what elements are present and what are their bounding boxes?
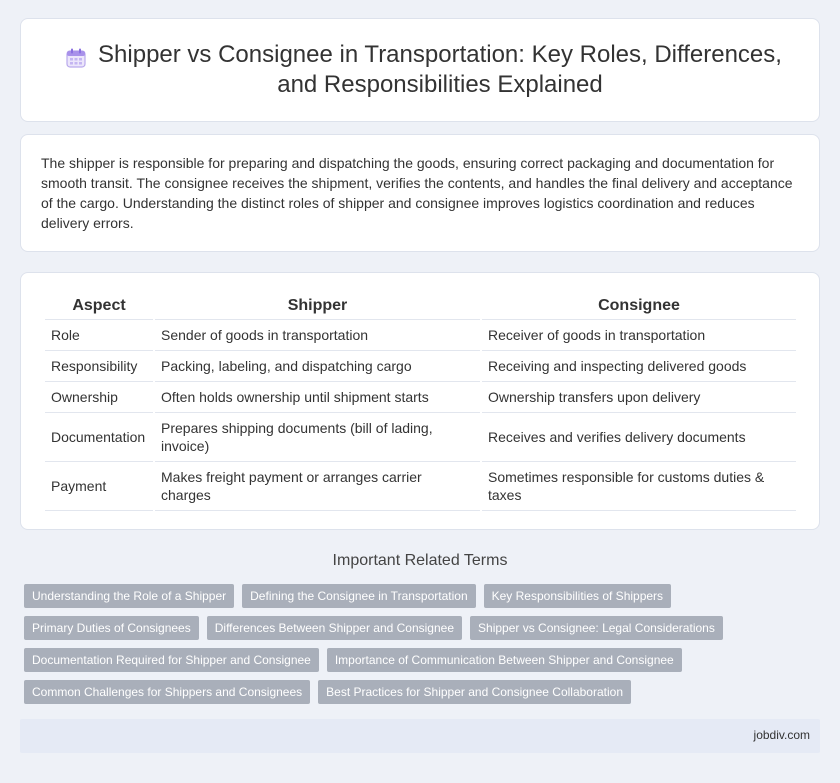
comparison-table xyxy=(43,293,798,511)
related-term-tag[interactable]: Defining the Consignee in Transportation xyxy=(242,584,475,608)
table-cell-aspect: Responsibility xyxy=(45,350,153,381)
title-wrap xyxy=(21,19,819,121)
table-row xyxy=(45,381,796,412)
tag-row xyxy=(24,680,824,704)
table-row xyxy=(45,412,796,461)
table-cell-consignee: Receives and verifies delivery documents xyxy=(482,412,796,461)
table-cell-shipper: Often holds ownership until shipment starts xyxy=(155,381,480,412)
table-cell-consignee: Sometimes responsible for customs duties & taxes xyxy=(482,461,796,511)
related-term-tag[interactable]: Differences Between Shipper and Consignee xyxy=(207,616,462,640)
tag-row xyxy=(24,584,824,608)
footer-bar xyxy=(20,719,820,753)
tag-row xyxy=(24,616,824,640)
related-term-tag[interactable]: Best Practices for Shipper and Consignee Collaboration xyxy=(318,680,631,704)
table-row xyxy=(45,319,796,350)
related-terms-list xyxy=(24,584,824,712)
table-cell-aspect: Ownership xyxy=(45,381,153,412)
table-cell-consignee: Receiving and inspecting delivered goods xyxy=(482,350,796,381)
table-cell-consignee: Ownership transfers upon delivery xyxy=(482,381,796,412)
table-row xyxy=(45,461,796,511)
related-term-tag[interactable]: Common Challenges for Shippers and Consignees xyxy=(24,680,310,704)
related-term-tag[interactable]: Understanding the Role of a Shipper xyxy=(24,584,234,608)
related-term-tag[interactable]: Key Responsibilities of Shippers xyxy=(484,584,671,608)
related-terms-title: Important Related Terms xyxy=(332,552,508,569)
intro-card xyxy=(20,134,820,252)
tag-row xyxy=(24,648,824,672)
column-header-aspect: Aspect xyxy=(72,297,126,314)
related-term-tag[interactable]: Shipper vs Consignee: Legal Considerations xyxy=(470,616,723,640)
table-header-row xyxy=(45,293,796,319)
header-card xyxy=(20,18,820,122)
table-cell-shipper: Packing, labeling, and dispatching cargo xyxy=(155,350,480,381)
table-cell-aspect: Role xyxy=(45,319,153,350)
footer-site-link[interactable]: jobdiv.com xyxy=(753,728,810,742)
column-header-consignee: Consignee xyxy=(598,297,680,314)
column-header-shipper: Shipper xyxy=(287,297,348,314)
related-term-tag[interactable]: Documentation Required for Shipper and Consignee xyxy=(24,648,319,672)
table-cell-aspect: Payment xyxy=(45,461,153,511)
related-term-tag[interactable]: Primary Duties of Consignees xyxy=(24,616,199,640)
table-cell-aspect: Documentation xyxy=(45,412,153,461)
page-title: Shipper vs Consignee in Transportation: Key Roles, Differences, and Responsibilities Explained xyxy=(98,41,782,98)
related-term-tag[interactable]: Importance of Communication Between Shipper and Consignee xyxy=(327,648,682,672)
comparison-table-card xyxy=(20,272,820,530)
table-cell-shipper: Prepares shipping documents (bill of lading, invoice) xyxy=(155,412,480,461)
table-row xyxy=(45,350,796,381)
table-cell-consignee: Receiver of goods in transportation xyxy=(482,319,796,350)
table-cell-shipper: Makes freight payment or arranges carrier charges xyxy=(155,461,480,511)
intro-text: The shipper is responsible for preparing and dispatching the goods, ensuring correct packaging and documentation for smooth transit. The consignee receives the shipment, verifies the contents, and handles the final delivery and acceptance of the cargo. Understanding the distinct roles of shipper and consignee improves logistics coordination and reduces delivery errors. xyxy=(41,155,793,231)
table-cell-shipper: Sender of goods in transportation xyxy=(155,319,480,350)
